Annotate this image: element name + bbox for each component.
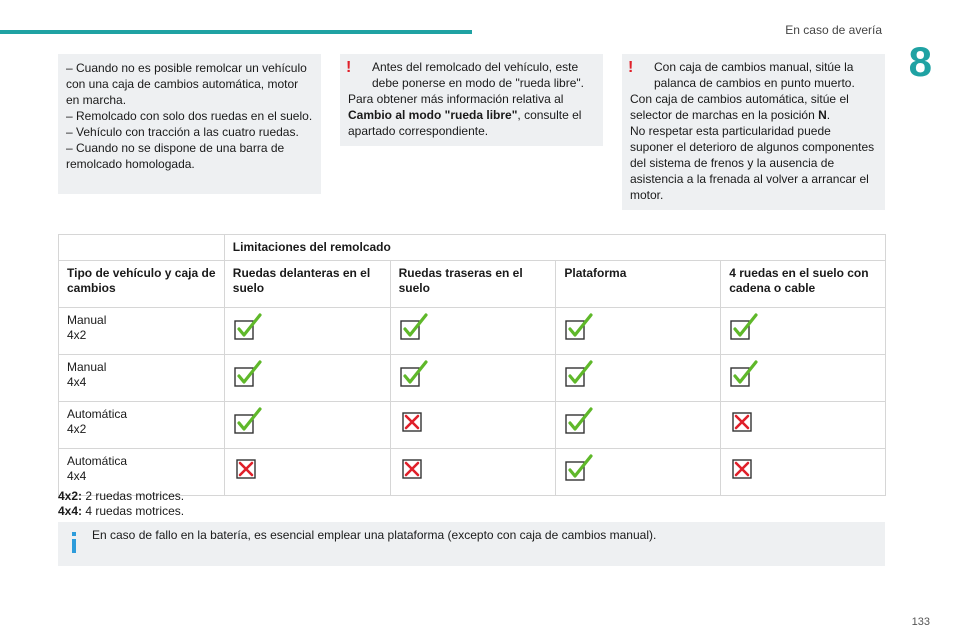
status-cell	[390, 355, 556, 402]
check-icon	[233, 313, 263, 343]
drive-label: 4x4	[67, 375, 87, 389]
status-cell	[721, 355, 886, 402]
towing-limits-table	[58, 234, 886, 496]
gearbox-label: Manual	[67, 360, 107, 374]
warning-line: No respetar esta particularidad puede suponer el deterioro de algunos componentes del sistema de frenos y la ausencia de asistencia a la frenada al volver a arrancar el motor.	[630, 124, 875, 202]
status-cell	[721, 449, 886, 496]
note-line: – Cuando no es posible remolcar un vehículo con una caja de cambios automática, motor en marcha.	[66, 61, 307, 107]
legend-text: 2 ruedas motrices.	[82, 489, 185, 503]
column-header: Tipo de vehículo y caja de cambios	[59, 261, 225, 308]
check-icon	[233, 360, 263, 390]
note-line: – Vehículo con tracción a las cuatro ruedas.	[66, 125, 299, 139]
drive-label: 4x4	[67, 469, 87, 483]
table-header-row	[59, 261, 886, 308]
warning-line	[348, 91, 595, 139]
free-wheel-warning	[340, 54, 603, 146]
drive-label: 4x2	[67, 422, 87, 436]
gear-position: N	[818, 108, 827, 122]
cross-icon	[729, 454, 759, 484]
status-cell	[224, 355, 390, 402]
column-header: 4 ruedas en el suelo con cadena o cable	[721, 261, 886, 308]
legend-key: 4x2:	[58, 489, 83, 503]
status-cell	[556, 402, 721, 449]
gear-warning	[622, 54, 885, 210]
warning-line: Antes del remolcado del vehículo, este debe ponerse en modo de "rueda libre".	[372, 60, 584, 90]
column-header: Ruedas traseras en el suelo	[390, 261, 556, 308]
warning-line	[630, 91, 877, 123]
table-row	[59, 308, 886, 355]
status-cell	[556, 355, 721, 402]
cross-icon	[399, 407, 429, 437]
column-header: Ruedas delanteras en el suelo	[224, 261, 390, 308]
warning-text: .	[826, 108, 831, 122]
info-icon	[72, 532, 76, 552]
check-icon	[729, 360, 759, 390]
gearbox-label: Automática	[67, 454, 128, 468]
column-header: Plataforma	[556, 261, 721, 308]
status-cell	[556, 308, 721, 355]
warning-icon: !	[628, 59, 634, 76]
check-icon	[399, 313, 429, 343]
warning-icon: !	[346, 59, 352, 76]
cross-icon	[729, 407, 759, 437]
note-line: – Cuando no se dispone de una barra de remolcado homologada.	[66, 141, 285, 171]
check-icon	[564, 360, 594, 390]
gearbox-label: Automática	[67, 407, 128, 421]
status-cell	[224, 308, 390, 355]
vehicle-type-cell	[59, 355, 225, 402]
status-cell	[390, 308, 556, 355]
check-icon	[233, 407, 263, 437]
table-title-row	[59, 235, 886, 261]
status-cell	[390, 449, 556, 496]
warning-text: Con caja de cambios automática, sitúe el selector de marchas en la posición	[630, 92, 849, 122]
legend-key: 4x4:	[58, 504, 83, 518]
table-row	[59, 355, 886, 402]
page-number: 133	[911, 616, 930, 628]
status-cell	[721, 308, 886, 355]
header-accent-bar	[0, 30, 472, 34]
battery-info-note	[58, 522, 885, 566]
empty-cell	[59, 235, 225, 261]
legend-item	[58, 504, 184, 519]
warning-link-text: Cambio al modo "rueda libre"	[348, 108, 518, 122]
legend-item	[58, 489, 184, 504]
status-cell	[721, 402, 886, 449]
gearbox-label: Manual	[67, 313, 107, 327]
warning-text: Para obtener más información relativa al	[348, 92, 564, 106]
cross-icon	[233, 454, 263, 484]
vehicle-type-cell	[59, 308, 225, 355]
table-row	[59, 402, 886, 449]
legend	[58, 489, 184, 519]
vehicle-type-cell	[59, 402, 225, 449]
status-cell	[224, 449, 390, 496]
check-icon	[564, 313, 594, 343]
warning-line: Con caja de cambios manual, sitúe la palanca de cambios en punto muerto.	[654, 60, 855, 90]
status-cell	[390, 402, 556, 449]
check-icon	[564, 407, 594, 437]
status-cell	[224, 402, 390, 449]
warning-text: , consulte el apartado correspondiente.	[348, 108, 582, 138]
legend-text: 4 ruedas motrices.	[82, 504, 185, 518]
cross-icon	[399, 454, 429, 484]
check-icon	[564, 454, 594, 484]
conditions-note	[58, 54, 321, 194]
status-cell	[556, 449, 721, 496]
note-line: – Remolcado con solo dos ruedas en el suelo.	[66, 109, 313, 123]
check-icon	[399, 360, 429, 390]
section-title: En caso de avería	[785, 23, 882, 37]
table-title: Limitaciones del remolcado	[224, 235, 885, 261]
check-icon	[729, 313, 759, 343]
drive-label: 4x2	[67, 328, 87, 342]
chapter-number: 8	[908, 38, 932, 85]
info-text: En caso de fallo en la batería, es esencial emplear una plataforma (excepto con caja de cambios manual).	[92, 528, 657, 542]
